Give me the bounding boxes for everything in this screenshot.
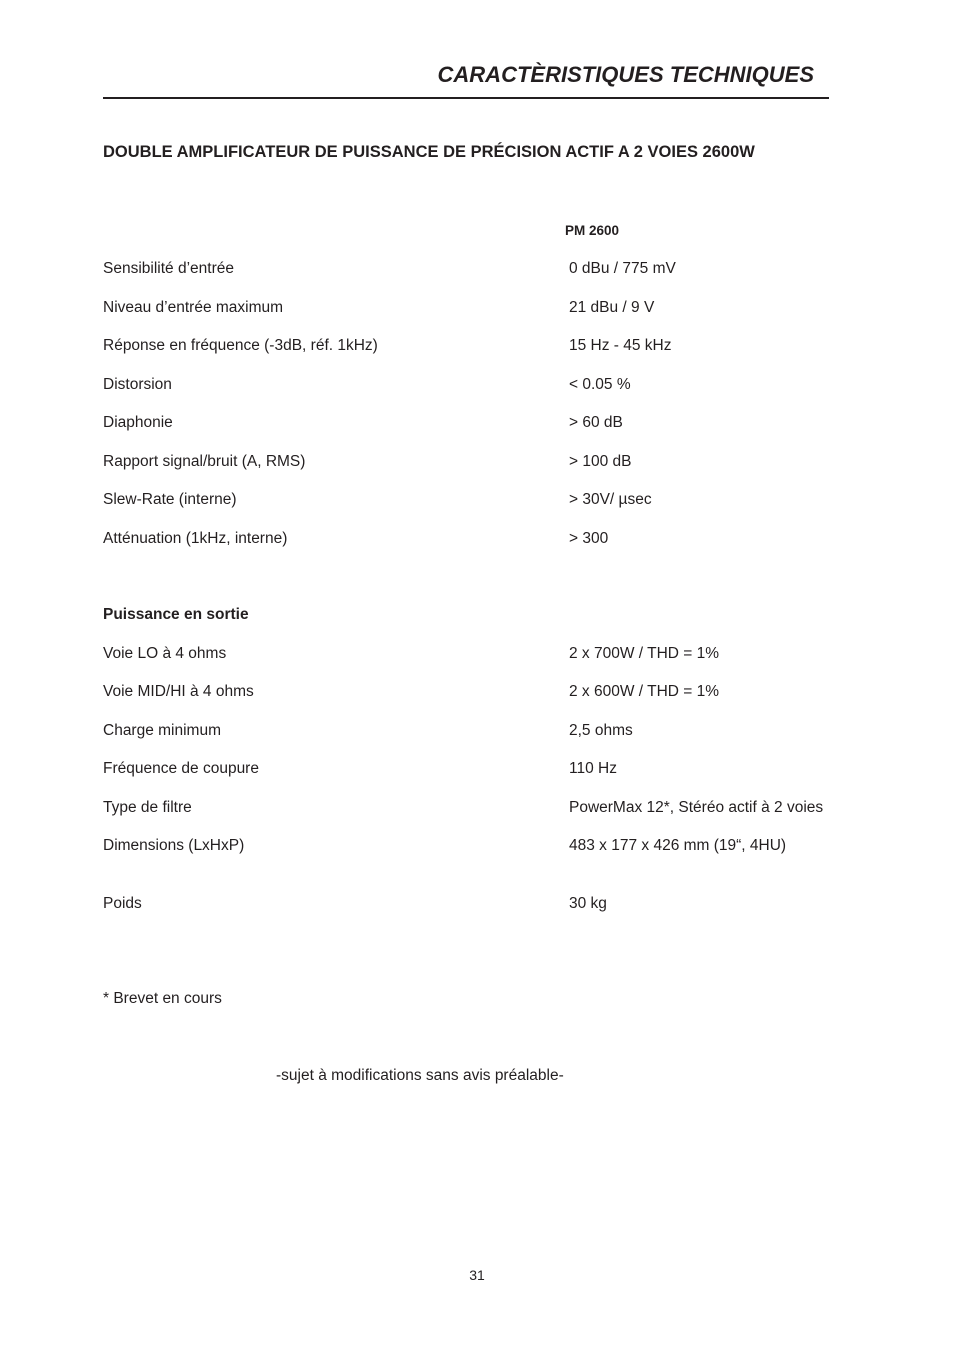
spec-row — [0, 299, 954, 319]
output-section-title: Puissance en sortie — [103, 606, 249, 623]
spec-value: 0 dBu / 775 mV — [569, 260, 676, 277]
spec-label: Type de filtre — [103, 799, 192, 816]
spec-label: Sensibilité d’entrée — [103, 260, 234, 277]
spec-label: Réponse en fréquence (-3dB, réf. 1kHz) — [103, 337, 378, 354]
model-column-header: PM 2600 — [565, 223, 620, 238]
output-row — [0, 645, 954, 665]
page-number: 31 — [469, 1267, 485, 1283]
spec-label: Slew-Rate (interne) — [103, 491, 237, 508]
spec-value: 2,5 ohms — [569, 722, 633, 739]
spec-label: Rapport signal/bruit (A, RMS) — [103, 453, 306, 470]
spec-label: Dimensions (LxHxP) — [103, 837, 245, 854]
document-subtitle: DOUBLE AMPLIFICATEUR DE PUISSANCE DE PRÉCISION ACTIF A 2 VOIES 2600W — [103, 143, 755, 161]
spec-value: PowerMax 12*, Stéréo actif à 2 voies — [569, 799, 824, 816]
spec-label: Atténuation (1kHz, interne) — [103, 530, 288, 547]
output-row — [0, 799, 954, 819]
patent-footnote: * Brevet en cours — [103, 990, 222, 1007]
spec-row — [0, 491, 954, 511]
output-row — [0, 760, 954, 780]
spec-row — [0, 414, 954, 434]
spec-value: 2 x 600W / THD = 1% — [569, 683, 720, 700]
spec-label: Distorsion — [103, 376, 172, 393]
spec-value: > 100 dB — [569, 453, 632, 470]
header-divider — [103, 97, 829, 99]
spec-label: Charge minimum — [103, 722, 222, 739]
spec-value: 110 Hz — [569, 760, 617, 777]
spec-value: 21 dBu / 9 V — [569, 299, 655, 316]
spec-label: Niveau d’entrée maximum — [103, 299, 284, 316]
spec-label: Poids — [103, 895, 142, 912]
output-row — [0, 683, 954, 703]
output-row — [0, 722, 954, 742]
spec-label: Fréquence de coupure — [103, 760, 259, 777]
spec-row — [0, 337, 954, 357]
spec-value: > 30V/ µsec — [569, 491, 652, 508]
disclaimer: -sujet à modifications sans avis préalable- — [276, 1067, 564, 1084]
spec-label: Voie MID/HI à 4 ohms — [103, 683, 254, 700]
spec-value: 483 x 177 x 426 mm (19“, 4HU) — [569, 837, 787, 854]
spec-value: > 300 — [569, 530, 609, 547]
spec-value: 2 x 700W / THD = 1% — [569, 645, 720, 662]
spec-label: Diaphonie — [103, 414, 173, 431]
output-row — [0, 837, 954, 857]
spec-value: > 60 dB — [569, 414, 623, 431]
spec-row — [0, 260, 954, 280]
output-row — [0, 895, 954, 915]
spec-value: 15 Hz - 45 kHz — [569, 337, 672, 354]
spec-value: 30 kg — [569, 895, 607, 912]
page-header-title: CARACTÈRISTIQUES TECHNIQUES — [437, 62, 814, 87]
spec-row — [0, 376, 954, 396]
spec-row — [0, 530, 954, 550]
spec-label: Voie LO à 4 ohms — [103, 645, 227, 662]
spec-row — [0, 453, 954, 473]
spec-value: < 0.05 % — [569, 376, 631, 393]
